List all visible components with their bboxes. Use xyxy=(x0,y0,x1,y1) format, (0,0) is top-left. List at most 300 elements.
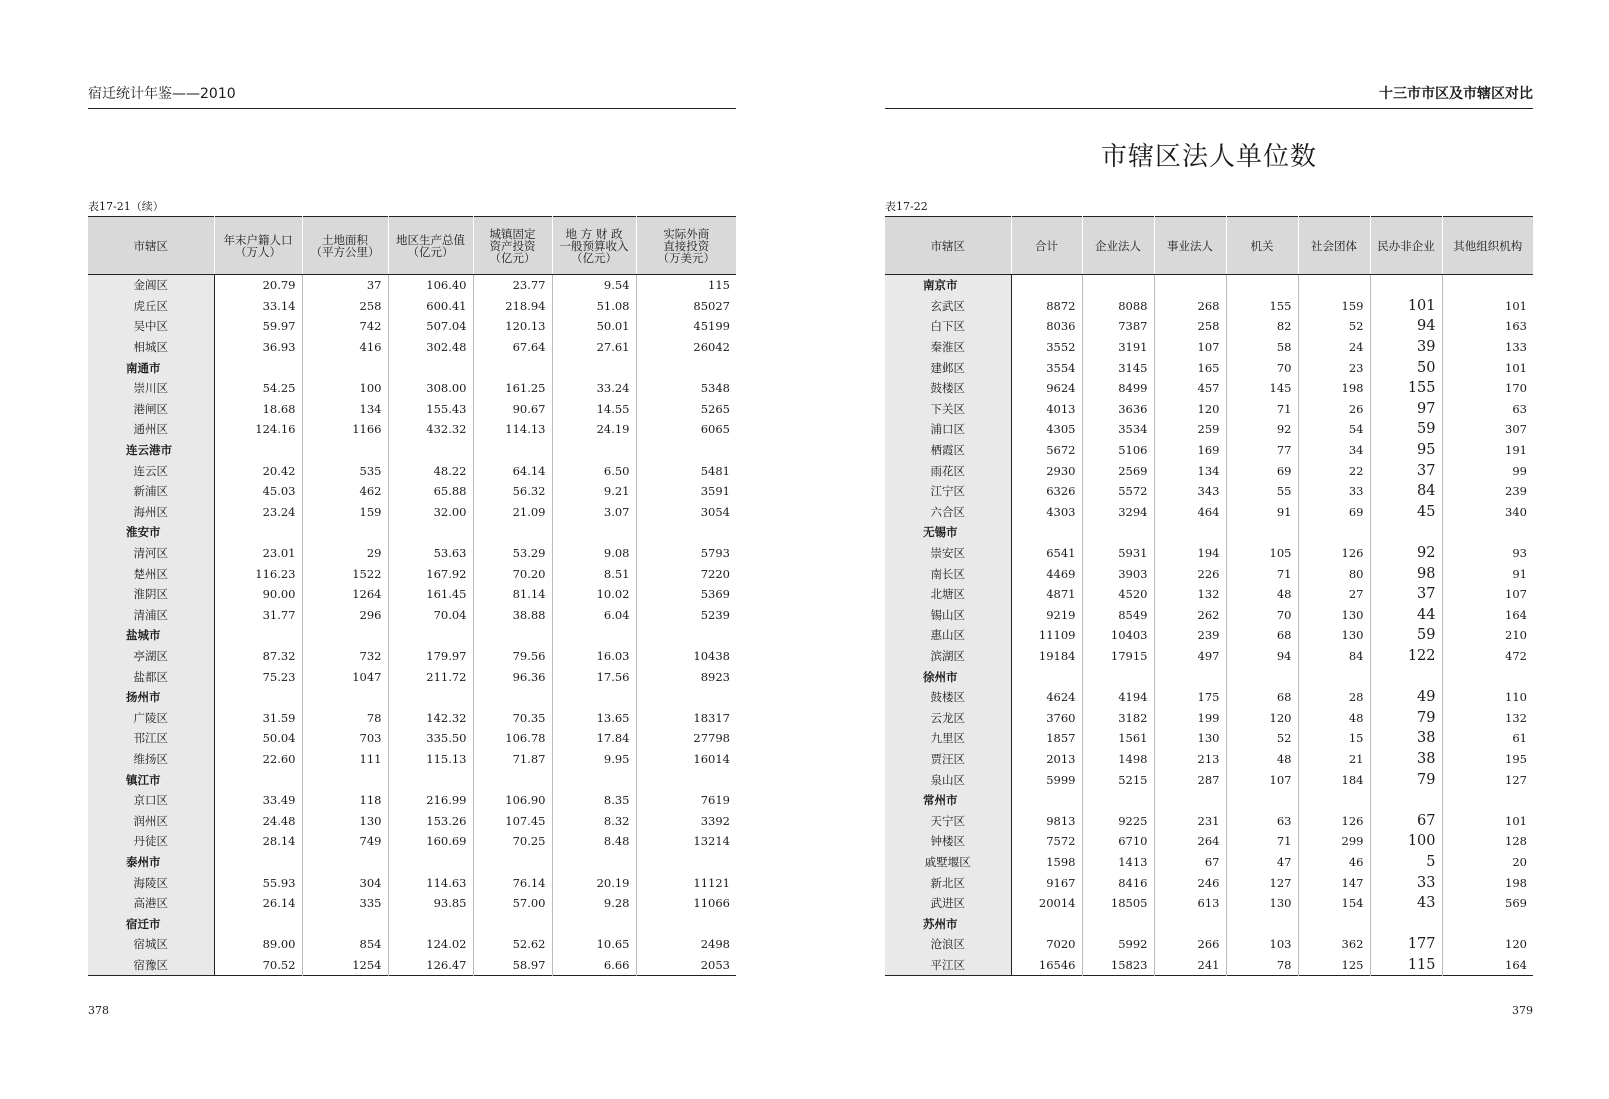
data-cell xyxy=(302,913,388,934)
district-name: 连云区 xyxy=(88,460,214,481)
data-cell xyxy=(473,852,552,873)
data-cell: 33 xyxy=(1298,481,1370,502)
data-cell: 120.13 xyxy=(473,316,552,337)
data-cell: 155 xyxy=(1370,378,1442,399)
data-cell: 115 xyxy=(1370,955,1442,976)
data-cell: 268 xyxy=(1154,296,1226,317)
data-cell: 130 xyxy=(302,810,388,831)
city-group-row xyxy=(88,769,736,790)
data-cell xyxy=(1226,666,1298,687)
data-cell: 130 xyxy=(1298,625,1370,646)
district-name: 钟楼区 xyxy=(885,831,1011,852)
data-cell: 5572 xyxy=(1082,481,1154,502)
data-cell: 161.45 xyxy=(388,584,473,605)
district-name: 鼓楼区 xyxy=(885,378,1011,399)
district-name: 九里区 xyxy=(885,728,1011,749)
table-row xyxy=(88,831,736,852)
data-cell: 177 xyxy=(1370,934,1442,955)
data-cell: 1413 xyxy=(1082,852,1154,873)
data-cell: 3552 xyxy=(1011,337,1082,358)
data-cell: 33.14 xyxy=(214,296,302,317)
data-cell xyxy=(473,769,552,790)
data-cell: 258 xyxy=(1154,316,1226,337)
table-row xyxy=(885,419,1533,440)
data-cell: 67.64 xyxy=(473,337,552,358)
data-cell: 101 xyxy=(1442,296,1533,317)
data-cell: 259 xyxy=(1154,419,1226,440)
data-cell: 128 xyxy=(1442,831,1533,852)
data-cell: 58 xyxy=(1226,337,1298,358)
data-cell xyxy=(636,357,736,378)
data-cell: 147 xyxy=(1298,872,1370,893)
data-cell: 8549 xyxy=(1082,605,1154,626)
data-cell: 100 xyxy=(302,378,388,399)
data-cell xyxy=(1226,790,1298,811)
data-cell: 50.04 xyxy=(214,728,302,749)
data-cell xyxy=(636,440,736,461)
data-cell: 71.87 xyxy=(473,749,552,770)
data-cell: 199 xyxy=(1154,707,1226,728)
district-name: 崇川区 xyxy=(88,378,214,399)
data-cell: 472 xyxy=(1442,646,1533,667)
table-row xyxy=(885,543,1533,564)
data-cell: 1047 xyxy=(302,666,388,687)
data-cell: 23.24 xyxy=(214,502,302,523)
data-cell xyxy=(1082,790,1154,811)
data-cell: 91 xyxy=(1442,563,1533,584)
district-name: 邗江区 xyxy=(88,728,214,749)
data-cell: 1857 xyxy=(1011,728,1082,749)
data-cell: 70.52 xyxy=(214,955,302,976)
data-cell: 6710 xyxy=(1082,831,1154,852)
table-row xyxy=(88,316,736,337)
data-cell: 76.14 xyxy=(473,872,552,893)
data-cell: 37 xyxy=(302,275,388,296)
column-header: 实际外商 直接投资 （万美元） xyxy=(636,217,736,275)
data-cell: 85027 xyxy=(636,296,736,317)
data-cell: 90.67 xyxy=(473,399,552,420)
city-name: 泰州市 xyxy=(88,852,214,873)
data-cell xyxy=(636,687,736,708)
data-cell: 133 xyxy=(1442,337,1533,358)
data-cell xyxy=(214,440,302,461)
district-name: 南长区 xyxy=(885,563,1011,584)
district-name: 白下区 xyxy=(885,316,1011,337)
data-cell: 7020 xyxy=(1011,934,1082,955)
left-table-header xyxy=(88,217,736,275)
column-header: 土地面积 （平方公里） xyxy=(302,217,388,275)
data-cell: 3054 xyxy=(636,502,736,523)
data-cell: 226 xyxy=(1154,563,1226,584)
table-row xyxy=(88,419,736,440)
column-header: 地区生产总值 （亿元） xyxy=(388,217,473,275)
data-cell: 71 xyxy=(1226,831,1298,852)
data-cell: 1254 xyxy=(302,955,388,976)
data-cell: 17.84 xyxy=(552,728,636,749)
data-cell: 3534 xyxy=(1082,419,1154,440)
city-name: 无锡市 xyxy=(885,522,1011,543)
table-row xyxy=(885,831,1533,852)
data-cell xyxy=(302,357,388,378)
data-cell: 14.55 xyxy=(552,399,636,420)
table-row xyxy=(885,625,1533,646)
data-cell xyxy=(1298,666,1370,687)
data-cell xyxy=(1442,275,1533,296)
right-table-label: 表17-22 xyxy=(885,200,928,213)
table-row xyxy=(88,955,736,976)
district-name: 六合区 xyxy=(885,502,1011,523)
data-cell xyxy=(473,357,552,378)
data-cell: 130 xyxy=(1226,893,1298,914)
data-cell: 106.78 xyxy=(473,728,552,749)
data-cell: 48.22 xyxy=(388,460,473,481)
data-cell: 116.23 xyxy=(214,563,302,584)
city-group-row xyxy=(885,666,1533,687)
city-name: 盐城市 xyxy=(88,625,214,646)
column-header: 合计 xyxy=(1011,217,1082,275)
data-cell: 130 xyxy=(1298,605,1370,626)
data-cell: 9219 xyxy=(1011,605,1082,626)
data-cell: 4520 xyxy=(1082,584,1154,605)
data-cell: 21 xyxy=(1298,749,1370,770)
data-cell: 194 xyxy=(1154,543,1226,564)
data-cell xyxy=(1370,522,1442,543)
data-cell: 4013 xyxy=(1011,399,1082,420)
data-cell: 24 xyxy=(1298,337,1370,358)
data-cell: 7619 xyxy=(636,790,736,811)
city-group-row xyxy=(885,522,1533,543)
data-cell xyxy=(214,769,302,790)
data-cell: 5239 xyxy=(636,605,736,626)
data-cell: 126 xyxy=(1298,810,1370,831)
city-group-row xyxy=(88,440,736,461)
data-cell: 7572 xyxy=(1011,831,1082,852)
table-row xyxy=(88,563,736,584)
table-row xyxy=(885,337,1533,358)
data-cell: 59 xyxy=(1370,625,1442,646)
data-cell xyxy=(214,913,302,934)
data-cell: 10403 xyxy=(1082,625,1154,646)
data-cell: 70.35 xyxy=(473,707,552,728)
table-row xyxy=(88,810,736,831)
data-cell xyxy=(388,522,473,543)
data-cell: 20.19 xyxy=(552,872,636,893)
table-row xyxy=(885,893,1533,914)
data-cell xyxy=(1370,666,1442,687)
data-cell: 114.13 xyxy=(473,419,552,440)
data-cell: 71 xyxy=(1226,399,1298,420)
district-name: 下关区 xyxy=(885,399,1011,420)
data-cell: 23 xyxy=(1298,357,1370,378)
data-cell: 36.93 xyxy=(214,337,302,358)
data-cell: 3903 xyxy=(1082,563,1154,584)
data-cell: 70 xyxy=(1226,357,1298,378)
data-cell: 22 xyxy=(1298,460,1370,481)
data-cell: 10438 xyxy=(636,646,736,667)
district-name: 通州区 xyxy=(88,419,214,440)
city-group-row xyxy=(885,790,1533,811)
data-cell: 18.68 xyxy=(214,399,302,420)
district-name: 北塘区 xyxy=(885,584,1011,605)
district-name: 秦淮区 xyxy=(885,337,1011,358)
column-header: 民办非企业 xyxy=(1370,217,1442,275)
data-cell: 335.50 xyxy=(388,728,473,749)
data-cell: 115.13 xyxy=(388,749,473,770)
data-cell: 125 xyxy=(1298,955,1370,976)
data-cell: 24.19 xyxy=(552,419,636,440)
district-name: 新北区 xyxy=(885,872,1011,893)
data-cell: 5931 xyxy=(1082,543,1154,564)
data-cell: 155.43 xyxy=(388,399,473,420)
data-cell: 296 xyxy=(302,605,388,626)
data-cell: 20014 xyxy=(1011,893,1082,914)
data-cell xyxy=(552,769,636,790)
table-row xyxy=(885,707,1533,728)
data-cell: 33.49 xyxy=(214,790,302,811)
data-cell: 5 xyxy=(1370,852,1442,873)
data-cell: 50.01 xyxy=(552,316,636,337)
data-cell: 198 xyxy=(1298,378,1370,399)
data-cell: 6.04 xyxy=(552,605,636,626)
data-cell: 38 xyxy=(1370,728,1442,749)
data-cell: 9.21 xyxy=(552,481,636,502)
district-name: 高港区 xyxy=(88,893,214,914)
data-cell xyxy=(473,625,552,646)
data-cell: 246 xyxy=(1154,872,1226,893)
data-cell: 101 xyxy=(1442,810,1533,831)
data-cell: 78 xyxy=(302,707,388,728)
district-name: 玄武区 xyxy=(885,296,1011,317)
district-name: 丹徒区 xyxy=(88,831,214,852)
data-cell: 70 xyxy=(1226,605,1298,626)
right-page xyxy=(885,0,1533,1099)
data-cell xyxy=(552,625,636,646)
data-cell: 6.66 xyxy=(552,955,636,976)
table-row xyxy=(88,460,736,481)
left-data-table xyxy=(88,216,736,976)
data-cell: 703 xyxy=(302,728,388,749)
data-cell: 1166 xyxy=(302,419,388,440)
data-cell: 239 xyxy=(1154,625,1226,646)
data-cell: 8.51 xyxy=(552,563,636,584)
data-cell: 17915 xyxy=(1082,646,1154,667)
data-cell xyxy=(1082,913,1154,934)
data-cell xyxy=(388,687,473,708)
data-cell: 55.93 xyxy=(214,872,302,893)
data-cell xyxy=(302,852,388,873)
data-cell: 120 xyxy=(1442,934,1533,955)
data-cell: 69 xyxy=(1298,502,1370,523)
city-group-row xyxy=(88,687,736,708)
data-cell xyxy=(388,913,473,934)
data-cell: 749 xyxy=(302,831,388,852)
table-row xyxy=(885,481,1533,502)
data-cell xyxy=(552,522,636,543)
table-row xyxy=(88,275,736,296)
city-group-row xyxy=(88,625,736,646)
data-cell: 67 xyxy=(1154,852,1226,873)
data-cell xyxy=(552,687,636,708)
data-cell: 90.00 xyxy=(214,584,302,605)
data-cell: 107 xyxy=(1154,337,1226,358)
city-group-row xyxy=(88,357,736,378)
data-cell: 5992 xyxy=(1082,934,1154,955)
data-cell: 52 xyxy=(1298,316,1370,337)
data-cell: 47 xyxy=(1226,852,1298,873)
data-cell: 3760 xyxy=(1011,707,1082,728)
right-page-title: 市辖区法人单位数 xyxy=(1100,142,1317,172)
data-cell: 28 xyxy=(1298,687,1370,708)
data-cell: 8.32 xyxy=(552,810,636,831)
data-cell: 8499 xyxy=(1082,378,1154,399)
data-cell: 2013 xyxy=(1011,749,1082,770)
data-cell: 110 xyxy=(1442,687,1533,708)
data-cell: 134 xyxy=(1154,460,1226,481)
data-cell: 134 xyxy=(302,399,388,420)
data-cell: 79 xyxy=(1370,769,1442,790)
data-cell: 3392 xyxy=(636,810,736,831)
data-cell: 68 xyxy=(1226,625,1298,646)
city-name: 淮安市 xyxy=(88,522,214,543)
data-cell xyxy=(1082,275,1154,296)
data-cell xyxy=(1298,913,1370,934)
data-cell: 94 xyxy=(1226,646,1298,667)
data-cell xyxy=(473,522,552,543)
data-cell: 210 xyxy=(1442,625,1533,646)
table-row xyxy=(885,584,1533,605)
data-cell: 59 xyxy=(1370,419,1442,440)
data-cell xyxy=(1154,666,1226,687)
data-cell: 17.56 xyxy=(552,666,636,687)
table-row xyxy=(885,687,1533,708)
district-name: 贾汪区 xyxy=(885,749,1011,770)
district-name: 武进区 xyxy=(885,893,1011,914)
data-cell: 21.09 xyxy=(473,502,552,523)
city-name: 南京市 xyxy=(885,275,1011,296)
data-cell: 16546 xyxy=(1011,955,1082,976)
data-cell: 266 xyxy=(1154,934,1226,955)
data-cell: 3636 xyxy=(1082,399,1154,420)
data-cell: 262 xyxy=(1154,605,1226,626)
district-name: 云龙区 xyxy=(885,707,1011,728)
data-cell: 71 xyxy=(1226,563,1298,584)
district-name: 锡山区 xyxy=(885,605,1011,626)
data-cell xyxy=(302,522,388,543)
table-row xyxy=(885,646,1533,667)
data-cell: 854 xyxy=(302,934,388,955)
data-cell: 94 xyxy=(1370,316,1442,337)
data-cell: 57.00 xyxy=(473,893,552,914)
table-row xyxy=(88,646,736,667)
district-name: 虎丘区 xyxy=(88,296,214,317)
data-cell: 28.14 xyxy=(214,831,302,852)
data-cell xyxy=(1154,522,1226,543)
data-cell: 19184 xyxy=(1011,646,1082,667)
data-cell: 8416 xyxy=(1082,872,1154,893)
table-row xyxy=(885,749,1533,770)
data-cell: 8036 xyxy=(1011,316,1082,337)
data-cell: 142.32 xyxy=(388,707,473,728)
table-row xyxy=(885,296,1533,317)
city-name: 宿迁市 xyxy=(88,913,214,934)
data-cell: 9624 xyxy=(1011,378,1082,399)
data-cell: 6326 xyxy=(1011,481,1082,502)
data-cell xyxy=(552,852,636,873)
data-cell: 96.36 xyxy=(473,666,552,687)
left-table-body xyxy=(88,275,736,976)
city-name: 扬州市 xyxy=(88,687,214,708)
data-cell: 184 xyxy=(1298,769,1370,790)
data-cell: 3182 xyxy=(1082,707,1154,728)
district-name: 宿豫区 xyxy=(88,955,214,976)
data-cell: 258 xyxy=(302,296,388,317)
table-row xyxy=(88,502,736,523)
data-cell: 103 xyxy=(1226,934,1298,955)
data-cell: 43 xyxy=(1370,893,1442,914)
district-name: 建邺区 xyxy=(885,357,1011,378)
data-cell: 8872 xyxy=(1011,296,1082,317)
data-cell: 2569 xyxy=(1082,460,1154,481)
data-cell xyxy=(1298,522,1370,543)
district-name: 盐都区 xyxy=(88,666,214,687)
table-row xyxy=(885,440,1533,461)
data-cell: 175 xyxy=(1154,687,1226,708)
district-name: 淮阴区 xyxy=(88,584,214,605)
data-cell: 8088 xyxy=(1082,296,1154,317)
data-cell: 16014 xyxy=(636,749,736,770)
table-row xyxy=(885,460,1533,481)
data-cell: 216.99 xyxy=(388,790,473,811)
data-cell: 7387 xyxy=(1082,316,1154,337)
data-cell: 45199 xyxy=(636,316,736,337)
data-cell: 50 xyxy=(1370,357,1442,378)
data-cell: 3294 xyxy=(1082,502,1154,523)
table-row xyxy=(88,728,736,749)
data-cell: 33.24 xyxy=(552,378,636,399)
data-cell xyxy=(1154,913,1226,934)
district-name: 江宁区 xyxy=(885,481,1011,502)
data-cell: 124.02 xyxy=(388,934,473,955)
data-cell: 7220 xyxy=(636,563,736,584)
left-page xyxy=(88,0,736,1099)
data-cell: 535 xyxy=(302,460,388,481)
district-name: 泉山区 xyxy=(885,769,1011,790)
data-cell: 1561 xyxy=(1082,728,1154,749)
district-name: 崇安区 xyxy=(885,543,1011,564)
data-cell: 52.62 xyxy=(473,934,552,955)
district-name: 雨花区 xyxy=(885,460,1011,481)
data-cell: 27.61 xyxy=(552,337,636,358)
district-name: 清浦区 xyxy=(88,605,214,626)
data-cell: 26042 xyxy=(636,337,736,358)
data-cell: 107 xyxy=(1226,769,1298,790)
city-group-row xyxy=(88,522,736,543)
column-header: 企业法人 xyxy=(1082,217,1154,275)
data-cell xyxy=(473,687,552,708)
table-row xyxy=(885,399,1533,420)
data-cell: 22.60 xyxy=(214,749,302,770)
data-cell: 95 xyxy=(1370,440,1442,461)
data-cell: 5793 xyxy=(636,543,736,564)
city-group-row xyxy=(885,913,1533,934)
data-cell: 8.48 xyxy=(552,831,636,852)
data-cell: 52 xyxy=(1226,728,1298,749)
data-cell: 26 xyxy=(1298,399,1370,420)
data-cell xyxy=(636,852,736,873)
column-header: 社会团体 xyxy=(1298,217,1370,275)
data-cell: 497 xyxy=(1154,646,1226,667)
data-cell: 20.42 xyxy=(214,460,302,481)
